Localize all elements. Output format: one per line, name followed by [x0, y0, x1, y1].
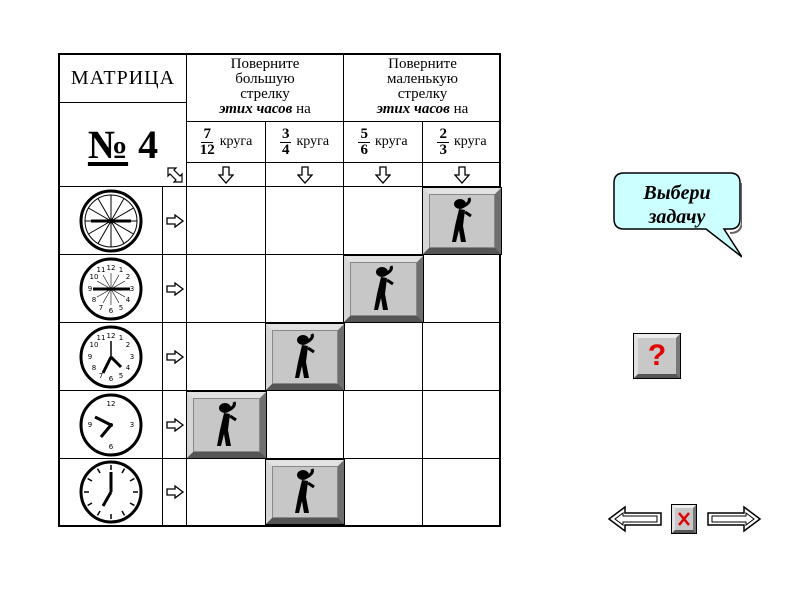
col-arrow-4 — [423, 163, 501, 187]
help-button[interactable] — [634, 334, 680, 378]
answer-cell[interactable] — [187, 323, 266, 391]
fraction-numerator: 7 — [203, 125, 211, 142]
down-arrow-icon — [297, 166, 313, 184]
down-arrow-icon — [375, 166, 391, 184]
fraction-denominator: 3 — [439, 141, 447, 158]
close-icon — [677, 511, 691, 527]
task-tile-row1-col4[interactable] — [423, 188, 501, 254]
svg-text:11: 11 — [96, 333, 106, 342]
matrix-grid — [58, 53, 501, 527]
fraction-unit: круга — [296, 134, 330, 149]
down-arrow-icon — [218, 166, 234, 184]
task-tile-row4-col1[interactable] — [187, 392, 266, 458]
task-tile-row3-col2[interactable] — [266, 324, 344, 390]
diagonal-arrow-icon — [166, 166, 184, 184]
clock-row-2 — [60, 255, 163, 323]
col-arrow-1 — [187, 163, 266, 187]
header-small-hand — [344, 55, 501, 122]
clock-icon — [79, 189, 143, 253]
fraction-denominator: 4 — [281, 141, 290, 158]
clock-icon — [79, 393, 143, 457]
svg-text:9: 9 — [87, 284, 93, 293]
svg-text:4: 4 — [125, 295, 131, 304]
row-arrow-4 — [163, 391, 187, 459]
svg-text:12: 12 — [106, 399, 116, 408]
svg-text:2: 2 — [125, 272, 131, 281]
header-small-line2: маленькую — [387, 71, 458, 87]
close-button[interactable] — [672, 505, 696, 533]
svg-text:4: 4 — [125, 363, 131, 372]
fraction-col-4 — [423, 122, 501, 163]
question-icon: ? — [647, 339, 667, 372]
svg-text:2: 2 — [125, 340, 131, 349]
header-big-italic: этих часов — [219, 101, 293, 117]
answer-cell[interactable] — [423, 323, 501, 391]
thinking-man-icon — [447, 196, 477, 246]
down-arrow-icon — [454, 166, 470, 184]
right-arrow-icon — [166, 214, 184, 228]
svg-text:7: 7 — [98, 303, 104, 312]
next-button[interactable] — [706, 505, 762, 533]
bubble-line1: Выбери — [643, 182, 711, 204]
thinking-man-icon — [369, 264, 399, 314]
answer-cell[interactable] — [344, 187, 423, 255]
answer-cell[interactable] — [423, 255, 501, 323]
left-nav-arrow-icon — [609, 507, 661, 531]
svg-text:6: 6 — [108, 374, 114, 383]
svg-text:5: 5 — [118, 303, 124, 312]
svg-text:1: 1 — [118, 265, 124, 274]
row-arrow-2 — [163, 255, 187, 323]
svg-text:11: 11 — [96, 265, 106, 274]
fraction-unit: круга — [219, 134, 253, 149]
matrix-title — [60, 55, 187, 103]
clock-icon — [79, 257, 143, 321]
clock-row-4 — [60, 391, 163, 459]
svg-text:3: 3 — [129, 284, 135, 293]
bubble-line2: задачу — [648, 206, 706, 228]
clock-icon — [79, 325, 143, 389]
clock-row-5 — [60, 459, 163, 525]
fraction-denominator: 12 — [199, 141, 215, 158]
header-big-line1: Поверните — [230, 56, 300, 72]
fraction-col-2 — [266, 122, 344, 163]
svg-text:12: 12 — [106, 263, 116, 272]
answer-cell[interactable] — [266, 255, 344, 323]
clock-row-1 — [60, 187, 163, 255]
clock-icon — [79, 460, 143, 524]
col-arrow-2 — [266, 163, 344, 187]
answer-cell[interactable] — [187, 187, 266, 255]
task-tile-row2-col3[interactable] — [344, 256, 423, 322]
answer-cell[interactable] — [266, 391, 344, 459]
svg-text:9: 9 — [87, 420, 93, 429]
svg-text:6: 6 — [108, 306, 114, 315]
col-arrow-3 — [344, 163, 423, 187]
header-small-italic: этих часов — [376, 101, 450, 117]
svg-text:10: 10 — [89, 272, 99, 281]
number-value: 4 — [138, 122, 159, 167]
header-big-hand — [187, 55, 344, 122]
fraction-unit: круга — [453, 134, 487, 149]
svg-text:12: 12 — [106, 331, 116, 340]
svg-text:3: 3 — [129, 420, 135, 429]
answer-cell[interactable] — [344, 323, 423, 391]
svg-text:5: 5 — [118, 371, 124, 380]
clock-row-3 — [60, 323, 163, 391]
thinking-man-icon — [290, 332, 320, 382]
answer-cell[interactable] — [187, 459, 266, 525]
answer-cell[interactable] — [344, 459, 423, 525]
fraction-col-3 — [344, 122, 423, 163]
task-tile-row5-col2[interactable] — [266, 460, 344, 524]
fraction-numerator: 5 — [360, 125, 368, 142]
row-arrow-3 — [163, 323, 187, 391]
fraction-numerator: 3 — [281, 125, 290, 142]
speech-bubble-text — [612, 181, 742, 229]
fraction-unit: круга — [374, 134, 408, 149]
row-arrow-1 — [163, 187, 187, 255]
fraction-numerator: 2 — [439, 125, 447, 142]
svg-text:8: 8 — [91, 363, 97, 372]
svg-text:1: 1 — [118, 333, 124, 342]
header-small-line3: стрелку — [397, 86, 448, 102]
right-arrow-icon — [166, 282, 184, 296]
row-arrow-5 — [163, 459, 187, 525]
fraction-denominator: 6 — [360, 141, 368, 158]
header-big-line3: стрелку — [240, 86, 290, 102]
prev-button[interactable] — [607, 505, 663, 533]
right-arrow-icon — [166, 485, 184, 499]
svg-text:3: 3 — [129, 352, 135, 361]
matrix-title-text: МАТРИЦА — [70, 67, 176, 89]
answer-cell[interactable] — [423, 391, 501, 459]
answer-cell[interactable] — [423, 459, 501, 525]
number-sign: № — [87, 122, 129, 167]
answer-cell[interactable] — [187, 255, 266, 323]
right-arrow-icon — [166, 350, 184, 364]
diagonal-arrow-cell — [163, 163, 187, 187]
svg-text:8: 8 — [91, 295, 97, 304]
right-nav-arrow-icon — [708, 507, 760, 531]
thinking-man-icon — [212, 400, 242, 450]
fraction-col-1 — [187, 122, 266, 163]
header-big-rest: на — [292, 101, 311, 117]
svg-text:9: 9 — [87, 352, 93, 361]
header-big-line2: большую — [235, 71, 295, 87]
right-arrow-icon — [166, 418, 184, 432]
answer-cell[interactable] — [344, 391, 423, 459]
svg-text:6: 6 — [108, 442, 114, 451]
thinking-man-icon — [290, 467, 320, 517]
answer-cell[interactable] — [266, 187, 344, 255]
svg-text:7: 7 — [98, 371, 104, 380]
header-small-line1: Поверните — [388, 56, 457, 72]
header-small-rest: на — [449, 101, 469, 117]
svg-text:10: 10 — [89, 340, 99, 349]
